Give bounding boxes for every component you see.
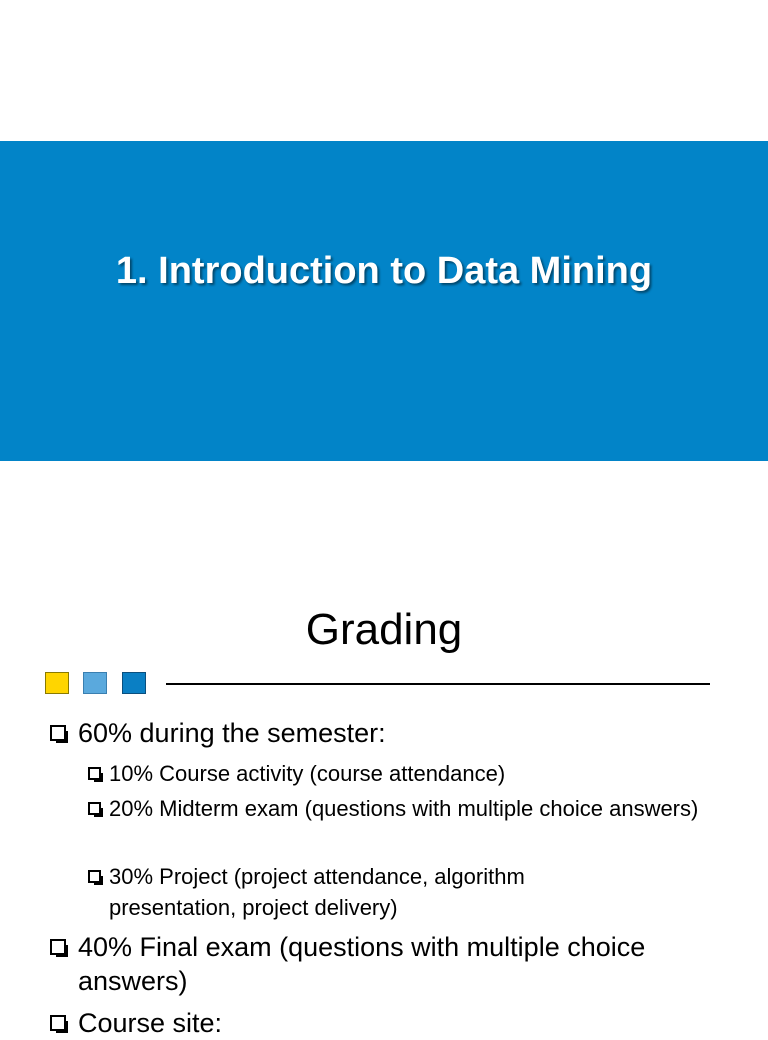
bullet-text: Course site: [78, 1008, 223, 1038]
checkbox-bullet-icon [88, 767, 101, 780]
list-item [88, 861, 728, 923]
list-item [50, 716, 730, 750]
checkbox-bullet-icon [50, 725, 66, 741]
blue-square [122, 672, 146, 694]
checkbox-bullet-icon [50, 939, 66, 955]
yellow-square [45, 672, 69, 694]
banner-title: 1. Introduction to Data Mining [115, 250, 653, 292]
bullet-text: 10% Course activity (course attendance) [109, 761, 506, 786]
checkbox-bullet-icon [88, 802, 101, 815]
divider-line [166, 683, 710, 685]
bullet-text: 30% Project (project attendance, algorithm presentation, project delivery) [109, 864, 525, 920]
checkbox-bullet-icon [50, 1015, 66, 1031]
title-banner [0, 141, 768, 461]
slide-title: Grading [305, 605, 463, 654]
checkbox-bullet-icon [88, 870, 101, 883]
list-item [50, 1006, 740, 1040]
list-item [88, 793, 728, 824]
bullet-text: 20% Midterm exam (questions with multiple choice answers) [109, 796, 699, 821]
bullet-text: 40% Final exam (questions with multiple choice answers) [78, 932, 646, 996]
list-item [50, 930, 740, 998]
light-blue-square [83, 672, 107, 694]
list-item [88, 758, 728, 789]
bullet-text: 60% during the semester: [78, 718, 386, 748]
